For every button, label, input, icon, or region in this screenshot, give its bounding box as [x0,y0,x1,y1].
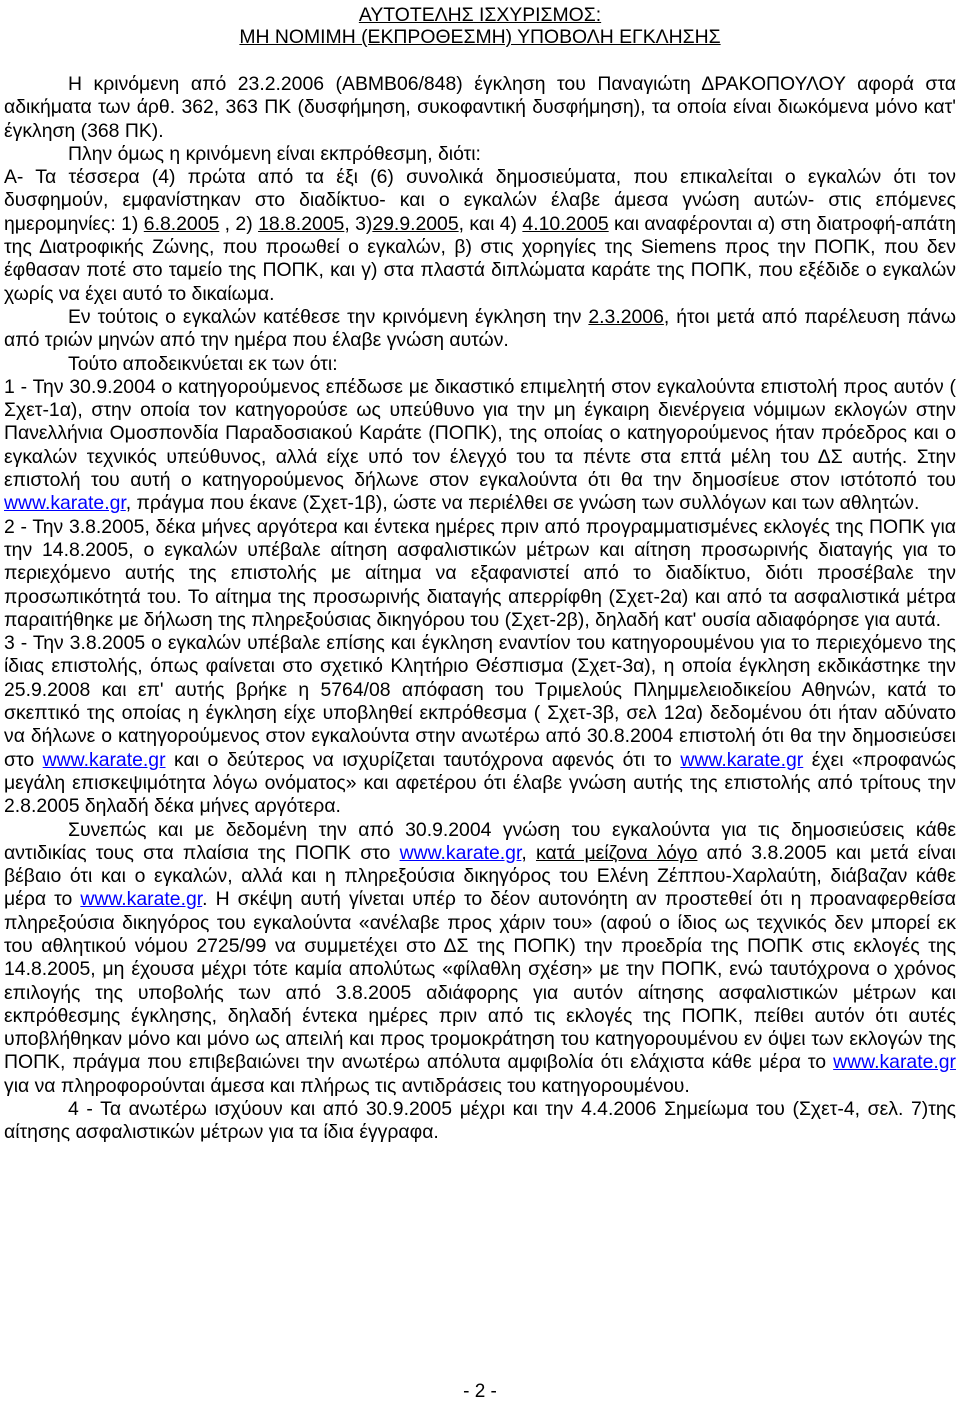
document-heading [4,0,956,48]
list-item-1: 1 - Την 30.9.2004 ο κατηγορούμενος επέδωσε με δικαστικό επιμελητή στον εγκαλούντα επιστολή προς αυτόν ( Σχετ-1α), στην οποία τον κατηγορούσε ως υπεύθυνο για την μη έγκαιρη διενέργεια νόμιμων εκλογών στην Πανελλήνια Ομοσπονδία Παραδοσιακού Καράτε (ΠΟΠΚ), της οποίας ο κατηγορούμενος ήταν πρόεδρος και ο εγκαλών τεχνικός υπεύθυνος, αλλά είχε υπό τον έλεγχό του τα πέντε στα επτά μέλη του ΔΣ αυτής. Στην επιστολή του αυτή ο κατηγορούμενος δήλωνε στον εγκαλούντα ότι θα την δημοσίευε στον ιστότοπό του www.karate.gr, πράγμα που έκανε (Σχετ-1β), ώστε να περιέλθει σε γνώση των συλλόγων και των αθλητών. [4,375,956,515]
list-item-3: 3 - Την 3.8.2005 ο εγκαλών υπέβαλε επίσης και έγκληση εναντίον του κατηγορουμένου για το περιεχόμενο της ίδιας επιστολής, όπως φαίνεται στο σχετικό Κλητήριο Θέσπισμα (Σχετ-3α), η οποία έγκληση εκδικάστηκε την 25.9.2008 και επ' αυτής βρήκε η 5764/08 απόφαση του Τριμελούς Πλημμελειοδικείου Αθηνών, κατά το σκεπτικό της οποίας η έγκληση είχε υποβληθεί εκπρόθεσμα ( Σχετ-3β, σελ 12α) δεδομένου ότι ήταν αδύνατο να δήλωνε ο κατηγορούμενος στον εγκαλούντα στην ανωτέρω από 30.8.2004 επιστολή ότι θα την δημοσιεύσει στο www.karate.gr και ο δεύτερος να ισχυρίζεται ταυτόχρονα αφενός ότι το www.karate.gr έχει «προφανώς μεγάλη επισκεψιμότητα λόγω ονόματος» και αφετέρου ότι έλαβε γνώση αυτής της επιστολής από τρίτους την 2.8.2005 δηλαδή δέκα μήνες αργότερα. [4,632,956,818]
paragraph-conclusion: Συνεπώς και με δεδομένη την από 30.9.2004 γνώση του εγκαλούντα για τις δημοσιεύσεις κάθε αντιδικίας τους στα πλαίσια της ΠΟΠΚ στο www.karate.gr, κατά μείζονα λόγο από 3.8.2005 και μετά είναι βέβαιο ότι και ο εγκαλών, αλλά και η πληρεξούσια δικηγόρος του Ελένη Ζέππου-Χαρλαύτη, διάβαζαν κάθε μέρα το www.karate.gr. Η σκέψη αυτή γίνεται υπέρ το δέον αυτονόητη αν προστεθεί ότι η προαναφερθείσα πληρεξούσια δικηγόρος του εγκαλούντα «ανέλαβε προς χάριν του» (αφού ο ίδιος ως τεχνικός δεν μπορεί εκ του αθλητικού νόμου 2725/99 να συμμετέχει στο ΔΣ της ΠΟΠΚ) την προεδρία της ΠΟΠΚ στις εκλογές της 14.8.2005, μη έχουσα μέχρι τότε καμία απολύτως «φίλαθλη σχέση» με την ΠΟΠΚ, ενώ ταυτόχρονα ο χρόνος επιλογής της υποβολής των από 3.8.2005 αδιάφορης για αυτόν αίτησης ασφαλιστικών μέτρων και εκπρόθεσμης έγκλησης, δηλαδή έντεκα ημέρες πριν από τις εκλογές της ΠΟΠΚ, πείθει αυτόν ότι αυτές υποβλήθηκαν μόνο και μόνο ως απειλή και προς τρομοκράτηση του κατηγορουμένου εν όψει των εκλογών της ΠΟΠΚ, πράγμα που επιβεβαιώνει την ανωτέρω απόλυτα αμφιβολία ότι ελάχιστα κάθε μέρα το www.karate.gr για να πληροφορούνται άμεσα και πλήρως τις αντιδράσεις του κατηγορουμένου. [4,818,956,1097]
paragraph-claim-a: Α- Τα τέσσερα (4) πρώτα από τα έξι (6) συνολικά δημοσιεύματα, που επικαλείται ο εγκαλών ότι τον δυσφημούν, εμφανίστηκαν στο διαδίκτυο- και ο εγκαλών έλαβε άμεσα γνώση αυτών- στις επόμενες ημερομηνίες: 1) 6.8.2005 , 2) 18.8.2005, 3)29.9.2005, και 4) 4.10.2005 και αναφέρονται α) στη διατροφή-απάτη της Διατροφικής Ζώνης, που προωθεί ο εγκαλών, β) στις χορηγίες της Siemens προς την ΠΟΠΚ, που δεν έφθασαν ποτέ στο ταμείο της ΠΟΠΚ, και γ) στα πλαστά διπλώματα καράτε της ΠΟΠΚ, που εξέδιδε ο εγκαλών χωρίς να έχει αυτό το δικαίωμα. [4,166,956,305]
karate-link[interactable]: www.karate.gr [680,748,804,771]
list-item-2: 2 - Την 3.8.2005, δέκα μήνες αργότερα και έντεκα ημέρες πριν από προγραμματισμένες εκλογές της ΠΟΠΚ για την 14.8.2005, ο εγκαλών υπέβαλε αίτηση ασφαλιστικών μέτρων και αίτηση προσωρινής διαταγής για το περιεχόμενο αυτής της επιστολής με αίτημα να εξαφανιστεί από το διαδίκτυο, διότι προσέβαλε την προσωπικότητά του. Το αίτημα της προσωρινής διαταγής απερρίφθη (Σχετ-2α) και από τα ασφαλιστικά μέτρα παραιτήθηκε με δήλωση της πληρεξούσιας δικηγόρου του (Σχετ-2β), δηλαδή κατ' ουσία αδιαφόρησε για αυτά. [4,515,956,631]
heading-line-1: ΑΥΤΟΤΕΛΗΣ ΙΣΧΥΡΙΣΜΟΣ: [358,4,602,26]
karate-link[interactable]: www.karate.gr [42,748,166,771]
heading-line-2: ΜΗ ΝΟΜΙΜΗ (ΕΚΠΡΟΘΕΣΜΗ) ΥΠΟΒΟΛΗ ΕΓΚΛΗΣΗΣ [239,26,721,48]
paragraph-proof-intro: Τούτο αποδεικνύεται εκ των ότι: [68,352,338,375]
filing-date: 2.3.2006 [588,305,664,328]
list-item-4: 4 - Τα ανωτέρω ισχύουν και από 30.9.2005 μέχρι και την 4.4.2006 Σημείωμα του (Σχετ-4, σελ. 7)της αίτησης ασφαλιστικών μέτρων για τα ίδια έγγραφα. [4,1098,956,1144]
karate-link[interactable]: www.karate.gr [4,492,126,515]
date-2: 18.8.2005 [258,212,345,235]
date-3: 29.9.2005 [372,212,459,235]
karate-link[interactable]: www.karate.gr [833,1051,956,1074]
paragraph-filing-date: Εν τούτοις ο εγκαλών κατέθεσε την κρινόμενη έγκληση την 2.3.2006, ήτοι μετά από παρέλευση πάνω από τριών μηνών από την ημέρα που έλαβε γνώση αυτών. [4,305,957,352]
paragraph-untimely: Πλην όμως η κρινόμενη είναι εκπρόθεσμη, διότι: [68,142,481,165]
karate-link[interactable]: www.karate.gr [80,888,203,911]
document-body [4,73,956,1145]
karate-link[interactable]: www.karate.gr [399,841,522,864]
paragraph-intro: Η κρινόμενη από 23.2.2006 (ΑΒΜΒ06/848) έγκληση του Παναγιώτη ΔΡΑΚΟΠΟΥΛΟΥ αφορά στα αδικήματα των άρθ. 362, 363 ΠΚ (δυσφήμηση, συκοφαντική δυσφήμηση), τα οποία είναι διωκόμενα μόνο κατ' έγκληση (368 ΠΚ). [4,73,956,142]
date-4: 4.10.2005 [522,212,609,235]
emphasis-text: κατά μείζονα λόγο [535,841,698,864]
date-1: 6.8.2005 [143,212,220,235]
page-number: - 2 - [463,1381,497,1402]
